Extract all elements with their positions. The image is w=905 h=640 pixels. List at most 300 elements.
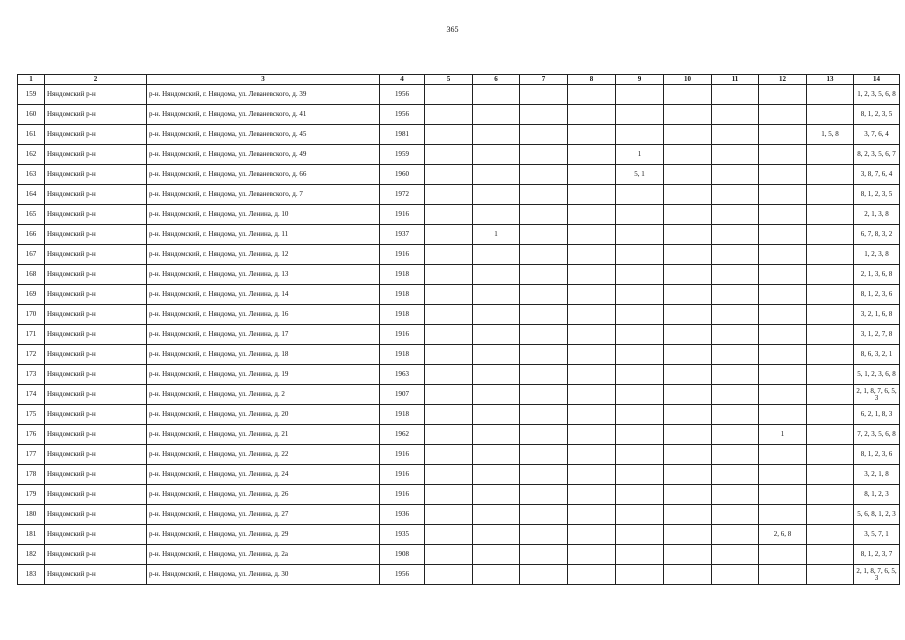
- col7-cell: [520, 245, 568, 265]
- col5-cell: [425, 125, 473, 145]
- year-cell: 1916: [380, 325, 425, 345]
- col5-cell: [425, 485, 473, 505]
- year-cell: 1916: [380, 205, 425, 225]
- row-number: 170: [18, 305, 45, 325]
- district-cell: Няндомский р-н: [45, 385, 147, 405]
- col10-cell: [664, 525, 712, 545]
- table-row: [18, 385, 900, 405]
- year-cell: 1981: [380, 125, 425, 145]
- district-cell: Няндомский р-н: [45, 265, 147, 285]
- col13-cell: [807, 505, 854, 525]
- address-cell: р-н. Няндомский, г. Няндома, ул. Ленина, д. 12: [147, 245, 380, 265]
- col7-cell: [520, 325, 568, 345]
- col14-cell: 2, 1, 3, 8: [854, 205, 900, 225]
- col6-cell: [473, 445, 520, 465]
- col13-cell: [807, 145, 854, 165]
- col8-cell: [568, 325, 616, 345]
- col8-cell: [568, 445, 616, 465]
- address-cell: р-н. Няндомский, г. Няндома, ул. Ленина, д. 10: [147, 205, 380, 225]
- col14-cell: 6, 7, 8, 3, 2: [854, 225, 900, 245]
- table-row: [18, 445, 900, 465]
- col7-cell: [520, 105, 568, 125]
- year-cell: 1918: [380, 405, 425, 425]
- col8-cell: [568, 425, 616, 445]
- col9-cell: [616, 545, 664, 565]
- col5-cell: [425, 405, 473, 425]
- col11-cell: [712, 405, 759, 425]
- col14-cell: 8, 1, 2, 3, 5: [854, 105, 900, 125]
- col10-cell: [664, 325, 712, 345]
- col8-cell: [568, 265, 616, 285]
- col11-cell: [712, 445, 759, 465]
- row-number: 167: [18, 245, 45, 265]
- col14-cell: 5, 1, 2, 3, 6, 8: [854, 365, 900, 385]
- col13-cell: [807, 465, 854, 485]
- col6-cell: [473, 465, 520, 485]
- col12-cell: 2, 6, 8: [759, 525, 807, 545]
- col9-cell: [616, 85, 664, 105]
- col12-cell: [759, 285, 807, 305]
- col8-cell: [568, 565, 616, 585]
- year-cell: 1959: [380, 145, 425, 165]
- row-number: 175: [18, 405, 45, 425]
- year-cell: 1963: [380, 365, 425, 385]
- address-cell: р-н. Няндомский, г. Няндома, ул. Леваневского, д. 66: [147, 165, 380, 185]
- year-cell: 1936: [380, 505, 425, 525]
- col9-cell: [616, 125, 664, 145]
- address-cell: р-н. Няндомский, г. Няндома, ул. Ленина, д. 26: [147, 485, 380, 505]
- col11-cell: [712, 285, 759, 305]
- col6-cell: [473, 505, 520, 525]
- col5-cell: [425, 305, 473, 325]
- column-header-11: 11: [712, 75, 759, 85]
- row-number: 160: [18, 105, 45, 125]
- table-row: [18, 225, 900, 245]
- col13-cell: [807, 485, 854, 505]
- address-cell: р-н. Няндомский, г. Няндома, ул. Леваневского, д. 39: [147, 85, 380, 105]
- district-cell: Няндомский р-н: [45, 545, 147, 565]
- address-cell: р-н. Няндомский, г. Няндома, ул. Ленина, д. 22: [147, 445, 380, 465]
- col11-cell: [712, 305, 759, 325]
- row-number: 173: [18, 365, 45, 385]
- district-cell: Няндомский р-н: [45, 205, 147, 225]
- col7-cell: [520, 525, 568, 545]
- col8-cell: [568, 545, 616, 565]
- col12-cell: [759, 565, 807, 585]
- col7-cell: [520, 465, 568, 485]
- table-row: [18, 545, 900, 565]
- col5-cell: [425, 225, 473, 245]
- col5-cell: [425, 265, 473, 285]
- col12-cell: [759, 185, 807, 205]
- col12-cell: [759, 165, 807, 185]
- col12-cell: [759, 85, 807, 105]
- col6-cell: [473, 565, 520, 585]
- table-row: [18, 345, 900, 365]
- col11-cell: [712, 105, 759, 125]
- col13-cell: 1, 5, 8: [807, 125, 854, 145]
- year-cell: 1907: [380, 385, 425, 405]
- col8-cell: [568, 165, 616, 185]
- address-cell: р-н. Няндомский, г. Няндома, ул. Ленина, д. 17: [147, 325, 380, 345]
- year-cell: 1918: [380, 265, 425, 285]
- row-number: 174: [18, 385, 45, 405]
- col7-cell: [520, 505, 568, 525]
- col8-cell: [568, 245, 616, 265]
- row-number: 183: [18, 565, 45, 585]
- row-number: 182: [18, 545, 45, 565]
- table-row: [18, 265, 900, 285]
- col6-cell: [473, 165, 520, 185]
- district-cell: Няндомский р-н: [45, 485, 147, 505]
- col14-cell: 8, 1, 2, 3: [854, 485, 900, 505]
- col13-cell: [807, 305, 854, 325]
- year-cell: 1972: [380, 185, 425, 205]
- page-number: 365: [446, 25, 459, 34]
- row-number: 166: [18, 225, 45, 245]
- address-cell: р-н. Няндомский, г. Няндома, ул. Ленина, д. 2а: [147, 545, 380, 565]
- col14-cell: 3, 1, 2, 7, 8: [854, 325, 900, 345]
- year-cell: 1956: [380, 105, 425, 125]
- district-cell: Няндомский р-н: [45, 465, 147, 485]
- col9-cell: [616, 525, 664, 545]
- col11-cell: [712, 225, 759, 245]
- column-header-1: 1: [18, 75, 45, 85]
- col8-cell: [568, 205, 616, 225]
- table-row: [18, 165, 900, 185]
- col13-cell: [807, 225, 854, 245]
- address-cell: р-н. Няндомский, г. Няндома, ул. Ленина, д. 18: [147, 345, 380, 365]
- col11-cell: [712, 425, 759, 445]
- row-number: 181: [18, 525, 45, 545]
- col6-cell: [473, 205, 520, 225]
- col13-cell: [807, 385, 854, 405]
- column-header-7: 7: [520, 75, 568, 85]
- column-header-12: 12: [759, 75, 807, 85]
- row-number: 176: [18, 425, 45, 445]
- col13-cell: [807, 265, 854, 285]
- table-row: [18, 525, 900, 545]
- col14-cell: 3, 2, 1, 8: [854, 465, 900, 485]
- col11-cell: [712, 205, 759, 225]
- column-header-3: 3: [147, 75, 380, 85]
- col7-cell: [520, 165, 568, 185]
- address-cell: р-н. Няндомский, г. Няндома, ул. Ленина, д. 30: [147, 565, 380, 585]
- col7-cell: [520, 285, 568, 305]
- column-header-4: 4: [380, 75, 425, 85]
- col12-cell: [759, 205, 807, 225]
- col10-cell: [664, 465, 712, 485]
- col5-cell: [425, 545, 473, 565]
- col13-cell: [807, 325, 854, 345]
- col7-cell: [520, 265, 568, 285]
- col9-cell: [616, 305, 664, 325]
- col5-cell: [425, 505, 473, 525]
- col14-cell: 8, 1, 2, 3, 6: [854, 445, 900, 465]
- col12-cell: [759, 145, 807, 165]
- col8-cell: [568, 125, 616, 145]
- col11-cell: [712, 85, 759, 105]
- col5-cell: [425, 465, 473, 485]
- row-number: 179: [18, 485, 45, 505]
- col6-cell: [473, 365, 520, 385]
- col7-cell: [520, 305, 568, 325]
- col14-cell: 8, 2, 3, 5, 6, 7: [854, 145, 900, 165]
- year-cell: 1956: [380, 85, 425, 105]
- col10-cell: [664, 505, 712, 525]
- district-cell: Няндомский р-н: [45, 565, 147, 585]
- col5-cell: [425, 205, 473, 225]
- table-row: [18, 405, 900, 425]
- col10-cell: [664, 225, 712, 245]
- row-number: 172: [18, 345, 45, 365]
- column-header-6: 6: [473, 75, 520, 85]
- col8-cell: [568, 145, 616, 165]
- col14-cell: 8, 1, 2, 3, 6: [854, 285, 900, 305]
- col10-cell: [664, 565, 712, 585]
- col11-cell: [712, 125, 759, 145]
- col7-cell: [520, 405, 568, 425]
- address-cell: р-н. Няндомский, г. Няндома, ул. Леваневского, д. 45: [147, 125, 380, 145]
- col5-cell: [425, 345, 473, 365]
- col5-cell: [425, 185, 473, 205]
- col9-cell: [616, 345, 664, 365]
- row-number: 159: [18, 85, 45, 105]
- col8-cell: [568, 505, 616, 525]
- row-number: 180: [18, 505, 45, 525]
- district-cell: Няндомский р-н: [45, 285, 147, 305]
- col13-cell: [807, 405, 854, 425]
- col10-cell: [664, 545, 712, 565]
- col10-cell: [664, 445, 712, 465]
- col11-cell: [712, 485, 759, 505]
- table-row: [18, 85, 900, 105]
- col12-cell: [759, 445, 807, 465]
- district-cell: Няндомский р-н: [45, 445, 147, 465]
- col6-cell: [473, 485, 520, 505]
- district-cell: Няндомский р-н: [45, 325, 147, 345]
- col11-cell: [712, 185, 759, 205]
- col9-cell: [616, 325, 664, 345]
- col6-cell: [473, 325, 520, 345]
- col6-cell: [473, 185, 520, 205]
- col6-cell: [473, 125, 520, 145]
- district-cell: Няндомский р-н: [45, 405, 147, 425]
- col12-cell: [759, 245, 807, 265]
- col11-cell: [712, 545, 759, 565]
- col10-cell: [664, 165, 712, 185]
- year-cell: 1916: [380, 245, 425, 265]
- col8-cell: [568, 85, 616, 105]
- col10-cell: [664, 265, 712, 285]
- col13-cell: [807, 565, 854, 585]
- address-cell: р-н. Няндомский, г. Няндома, ул. Ленина, д. 19: [147, 365, 380, 385]
- col6-cell: [473, 345, 520, 365]
- col8-cell: [568, 185, 616, 205]
- col6-cell: [473, 405, 520, 425]
- col7-cell: [520, 445, 568, 465]
- col7-cell: [520, 185, 568, 205]
- col9-cell: [616, 365, 664, 385]
- column-header-8: 8: [568, 75, 616, 85]
- column-header-2: 2: [45, 75, 147, 85]
- col12-cell: 1: [759, 425, 807, 445]
- col11-cell: [712, 465, 759, 485]
- year-cell: 1918: [380, 305, 425, 325]
- col11-cell: [712, 265, 759, 285]
- col7-cell: [520, 545, 568, 565]
- col5-cell: [425, 385, 473, 405]
- district-cell: Няндомский р-н: [45, 505, 147, 525]
- table-header: [18, 75, 900, 85]
- row-number: 164: [18, 185, 45, 205]
- col9-cell: 5, 1: [616, 165, 664, 185]
- table-row: [18, 565, 900, 585]
- table-row: [18, 325, 900, 345]
- district-cell: Няндомский р-н: [45, 345, 147, 365]
- table-row: [18, 185, 900, 205]
- col8-cell: [568, 485, 616, 505]
- col7-cell: [520, 85, 568, 105]
- year-cell: 1937: [380, 225, 425, 245]
- table-row: [18, 465, 900, 485]
- col8-cell: [568, 525, 616, 545]
- col9-cell: [616, 445, 664, 465]
- col14-cell: 2, 1, 8, 7, 6, 5, 3: [854, 565, 900, 585]
- col12-cell: [759, 365, 807, 385]
- table-row: [18, 365, 900, 385]
- column-header-13: 13: [807, 75, 854, 85]
- col9-cell: [616, 505, 664, 525]
- col5-cell: [425, 145, 473, 165]
- year-cell: 1935: [380, 525, 425, 545]
- col10-cell: [664, 205, 712, 225]
- col10-cell: [664, 305, 712, 325]
- year-cell: 1918: [380, 285, 425, 305]
- address-cell: р-н. Няндомский, г. Няндома, ул. Ленина, д. 29: [147, 525, 380, 545]
- col9-cell: [616, 285, 664, 305]
- col8-cell: [568, 345, 616, 365]
- col7-cell: [520, 225, 568, 245]
- col14-cell: 2, 1, 8, 7, 6, 5, 3: [854, 385, 900, 405]
- col9-cell: [616, 225, 664, 245]
- col9-cell: [616, 385, 664, 405]
- address-cell: р-н. Няндомский, г. Няндома, ул. Ленина, д. 21: [147, 425, 380, 445]
- column-header-9: 9: [616, 75, 664, 85]
- col12-cell: [759, 265, 807, 285]
- col5-cell: [425, 325, 473, 345]
- col13-cell: [807, 185, 854, 205]
- col14-cell: 8, 1, 2, 3, 7: [854, 545, 900, 565]
- col12-cell: [759, 345, 807, 365]
- address-cell: р-н. Няндомский, г. Няндома, ул. Ленина, д. 16: [147, 305, 380, 325]
- col6-cell: [473, 265, 520, 285]
- row-number: 177: [18, 445, 45, 465]
- col12-cell: [759, 105, 807, 125]
- col8-cell: [568, 385, 616, 405]
- district-cell: Няндомский р-н: [45, 245, 147, 265]
- col5-cell: [425, 525, 473, 545]
- col5-cell: [425, 365, 473, 385]
- col10-cell: [664, 365, 712, 385]
- col12-cell: [759, 125, 807, 145]
- col9-cell: [616, 425, 664, 445]
- row-number: 168: [18, 265, 45, 285]
- col6-cell: [473, 305, 520, 325]
- col9-cell: 1: [616, 145, 664, 165]
- col8-cell: [568, 225, 616, 245]
- col5-cell: [425, 445, 473, 465]
- col14-cell: 3, 5, 7, 1: [854, 525, 900, 545]
- col7-cell: [520, 385, 568, 405]
- col9-cell: [616, 185, 664, 205]
- col6-cell: [473, 85, 520, 105]
- col8-cell: [568, 285, 616, 305]
- year-cell: 1956: [380, 565, 425, 585]
- address-cell: р-н. Няндомский, г. Няндома, ул. Ленина, д. 13: [147, 265, 380, 285]
- col13-cell: [807, 205, 854, 225]
- table-row: [18, 145, 900, 165]
- col7-cell: [520, 125, 568, 145]
- col10-cell: [664, 285, 712, 305]
- col8-cell: [568, 405, 616, 425]
- col14-cell: 8, 1, 2, 3, 5: [854, 185, 900, 205]
- col12-cell: [759, 545, 807, 565]
- col13-cell: [807, 445, 854, 465]
- address-cell: р-н. Няндомский, г. Няндома, ул. Ленина, д. 11: [147, 225, 380, 245]
- col12-cell: [759, 305, 807, 325]
- col12-cell: [759, 485, 807, 505]
- col13-cell: [807, 525, 854, 545]
- col10-cell: [664, 245, 712, 265]
- year-cell: 1908: [380, 545, 425, 565]
- col13-cell: [807, 105, 854, 125]
- col14-cell: 6, 2, 1, 8, 3: [854, 405, 900, 425]
- col14-cell: 3, 8, 7, 6, 4: [854, 165, 900, 185]
- col10-cell: [664, 185, 712, 205]
- table-row: [18, 305, 900, 325]
- col9-cell: [616, 245, 664, 265]
- col8-cell: [568, 105, 616, 125]
- address-cell: р-н. Няндомский, г. Няндома, ул. Леваневского, д. 41: [147, 105, 380, 125]
- col11-cell: [712, 325, 759, 345]
- col7-cell: [520, 145, 568, 165]
- col9-cell: [616, 265, 664, 285]
- col10-cell: [664, 385, 712, 405]
- address-cell: р-н. Няндомский, г. Няндома, ул. Ленина, д. 14: [147, 285, 380, 305]
- col7-cell: [520, 485, 568, 505]
- district-cell: Няндомский р-н: [45, 525, 147, 545]
- district-cell: Няндомский р-н: [45, 165, 147, 185]
- col5-cell: [425, 565, 473, 585]
- table-row: [18, 205, 900, 225]
- col5-cell: [425, 245, 473, 265]
- col10-cell: [664, 125, 712, 145]
- col6-cell: [473, 245, 520, 265]
- address-cell: р-н. Няндомский, г. Няндома, ул. Ленина, д. 2: [147, 385, 380, 405]
- col14-cell: 1, 2, 3, 8: [854, 245, 900, 265]
- col7-cell: [520, 345, 568, 365]
- col11-cell: [712, 345, 759, 365]
- col10-cell: [664, 85, 712, 105]
- col12-cell: [759, 465, 807, 485]
- col8-cell: [568, 465, 616, 485]
- district-cell: Няндомский р-н: [45, 225, 147, 245]
- col11-cell: [712, 165, 759, 185]
- column-header-5: 5: [425, 75, 473, 85]
- col11-cell: [712, 565, 759, 585]
- col6-cell: [473, 425, 520, 445]
